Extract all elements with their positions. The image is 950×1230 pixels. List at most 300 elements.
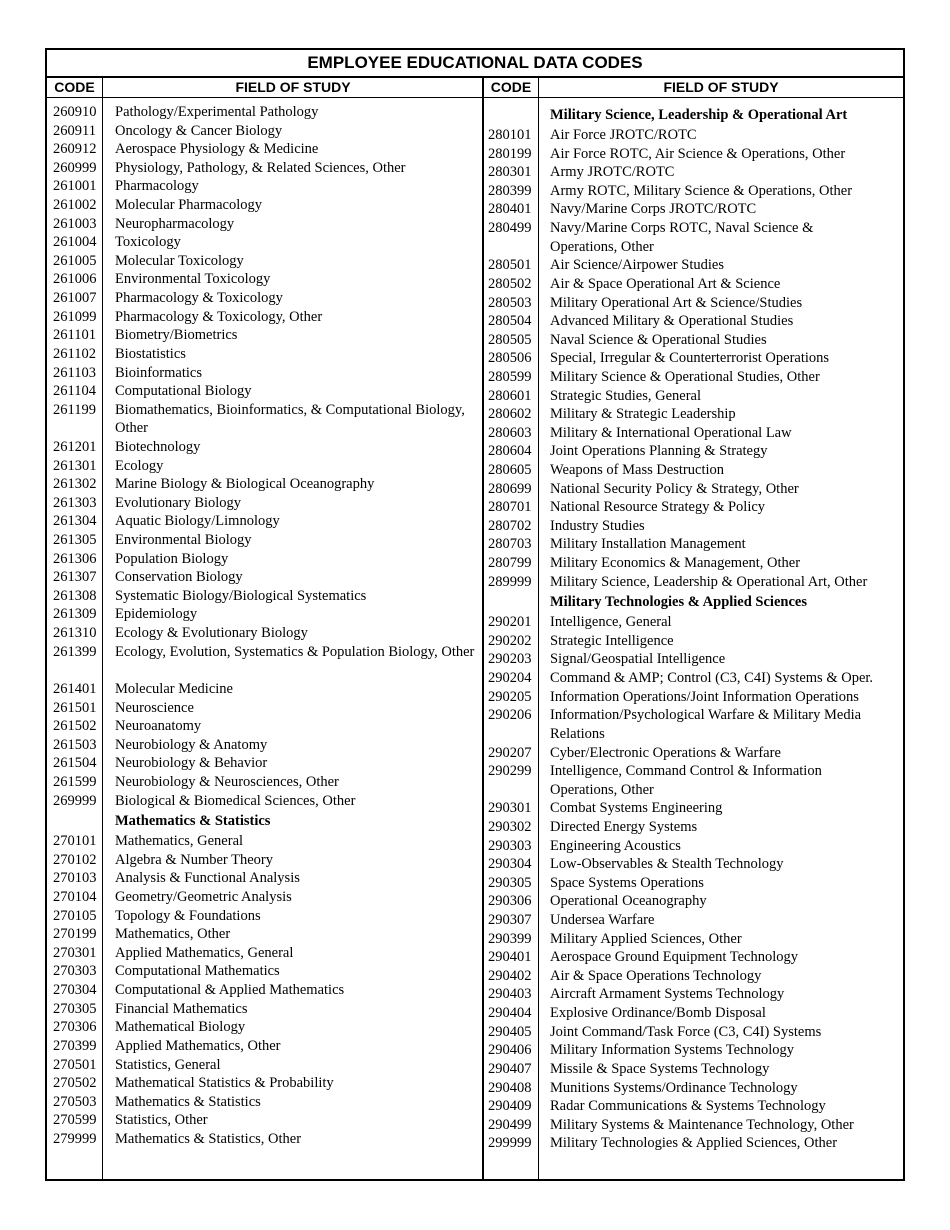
table-row [47,1018,482,1037]
field-cell: Military Systems & Maintenance Technology, Other [550,1116,854,1133]
code-cell: 290399 [488,930,532,947]
field-cell: Joint Operations Planning & Strategy [550,443,768,460]
code-cell: 280199 [488,145,532,162]
code-cell: 270103 [53,870,97,887]
table-row [484,1060,903,1079]
field-cell: Pathology/Experimental Pathology [115,104,319,120]
field-cell: Bioinformatics [115,364,202,381]
code-header-left: CODE [47,78,102,98]
field-cell: Conservation Biology [115,569,243,586]
table-row [484,1116,903,1135]
table-row [484,405,903,424]
table-row [484,799,903,818]
field-cell: Neurobiology & Behavior [115,755,268,772]
code-cell: 280604 [488,443,532,460]
field-cell: Air & Space Operational Art & Science [550,275,781,292]
code-cell: 290408 [488,1079,532,1096]
table-row [484,1134,903,1153]
table-row [484,387,903,406]
field-cell: Military Economics & Management, Other [550,555,801,572]
field-cell: Topology & Foundations [115,907,261,924]
field-cell: Mathematics & Statistics [115,1093,261,1110]
table-row [484,948,903,967]
field-cell: Oncology & Cancer Biology [115,122,283,139]
code-cell: 261003 [53,215,97,232]
table-row [47,981,482,1000]
code-cell: 290299 [488,763,532,780]
field-cell: Biostatistics [115,345,186,362]
code-cell: 261001 [53,178,97,195]
table-row [47,962,482,981]
field-cell: Statistics, General [115,1056,221,1073]
field-cell: Intelligence, Command Control & Information Operations, Other [550,763,822,798]
field-cell: Biometry/Biometrics [115,327,238,344]
table-row [47,196,482,215]
table-row [47,1056,482,1075]
code-cell: 270304 [53,982,97,999]
code-cell: 261302 [53,476,97,493]
field-cell: Population Biology [115,550,229,567]
table-row [47,944,482,963]
table-row [484,762,903,799]
table-row [484,669,903,688]
field-cell: Neurobiology & Anatomy [115,736,268,753]
section-heading [47,810,482,832]
code-cell: 290207 [488,744,532,761]
field-cell: Missile & Space Systems Technology [550,1060,770,1077]
educational-codes-table [45,48,905,1181]
code-cell: 290402 [488,967,532,984]
code-cell: 260911 [53,122,96,139]
table-row [484,200,903,219]
code-cell: 261305 [53,532,97,549]
table-row [47,643,482,680]
table-row [47,140,482,159]
code-cell: 280699 [488,480,532,497]
code-cell: 261599 [53,773,97,790]
code-cell: 290205 [488,688,532,705]
code-cell: 290304 [488,856,532,873]
table-row [484,498,903,517]
table-row [47,736,482,755]
table-row [484,256,903,275]
code-cell: 261309 [53,606,97,623]
code-cell: 280301 [488,164,532,181]
field-cell: Strategic Studies, General [550,387,701,404]
table-row [484,442,903,461]
code-cell: 289999 [488,573,532,590]
code-cell: 290201 [488,614,532,631]
field-cell: Neurobiology & Neurosciences, Other [115,773,339,790]
code-cell: 270199 [53,926,97,943]
code-cell: 260910 [53,104,97,120]
code-cell: 280599 [488,368,532,385]
code-cell: 279999 [53,1130,97,1147]
field-cell: Army ROTC, Military Science & Operations, Other [550,182,853,199]
table-row [484,461,903,480]
code-cell: 261501 [53,699,97,716]
field-cell: Cyber/Electronic Operations & Warfare [550,744,781,761]
code-cell: 261002 [53,197,97,214]
field-cell: Navy/Marine Corps JROTC/ROTC [550,201,757,218]
field-cell: Computational Mathematics [115,963,280,980]
code-cell: 261308 [53,587,97,604]
field-cell: Command & AMP; Control (C3, C4I) Systems & Oper. [550,670,874,687]
code-cell: 261104 [53,383,96,400]
table-row [47,494,482,513]
table-row [484,331,903,350]
code-cell: 270399 [53,1037,97,1054]
table-row [484,163,903,182]
right-column [484,104,903,1153]
field-cell: Physiology, Pathology, & Related Sciences, Other [115,159,406,176]
table-row [484,554,903,573]
field-cell: Mathematics, General [115,833,244,850]
table-row [484,632,903,651]
table-row [47,326,482,345]
table-title: EMPLOYEE EDUCATIONAL DATA CODES [47,50,903,78]
field-cell: Air Science/Airpower Studies [550,257,724,274]
table-row [484,874,903,893]
table-row [47,382,482,401]
code-cell: 261304 [53,513,97,530]
code-cell: 270101 [53,833,97,850]
table-row [47,159,482,178]
code-cell: 261401 [53,680,97,697]
field-header-left: FIELD OF STUDY [103,78,483,98]
field-cell: Algebra & Number Theory [115,851,273,868]
table-row [47,122,482,141]
table-row [484,126,903,145]
code-cell: 261101 [53,327,96,344]
table-row [484,312,903,331]
code-cell: 280401 [488,201,532,218]
table-row [47,773,482,792]
field-cell: Aircraft Armament Systems Technology [550,986,785,1003]
field-cell: Molecular Toxicology [115,252,244,269]
field-cell: Pharmacology [115,178,199,195]
code-cell: 280504 [488,313,532,330]
code-cell: 280701 [488,499,532,516]
field-cell: Financial Mathematics [115,1000,248,1017]
table-row [484,1023,903,1042]
field-cell: Mathematics, Other [115,926,231,943]
table-row [47,438,482,457]
table-row [484,650,903,669]
table-row [484,818,903,837]
field-cell: Biotechnology [115,438,201,455]
code-cell: 261307 [53,569,97,586]
code-cell: 261007 [53,290,97,307]
table-row [47,1111,482,1130]
table-row [484,145,903,164]
table-row [47,270,482,289]
table-row [47,717,482,736]
field-cell: Military Science, Leadership & Operational Art, Other [550,573,868,590]
field-cell: Neuroscience [115,699,194,716]
table-row [47,512,482,531]
table-row [484,892,903,911]
table-row [47,851,482,870]
table-row [484,744,903,763]
table-row [47,401,482,438]
table-row [47,364,482,383]
field-cell: Molecular Medicine [115,680,233,697]
table-row [47,215,482,234]
field-cell: Information/Psychological Warfare & Military Media Relations [550,707,862,742]
field-cell: Ecology [115,457,164,474]
code-cell: 280799 [488,555,532,572]
table-row [484,368,903,387]
field-cell: Low-Observables & Stealth Technology [550,856,784,873]
code-cell: 280503 [488,294,532,311]
code-cell: 290303 [488,837,532,854]
table-row [484,275,903,294]
field-cell: Space Systems Operations [550,874,704,891]
table-row [47,925,482,944]
field-cell: Military Installation Management [550,536,746,553]
field-cell: Air Force ROTC, Air Science & Operations, Other [550,145,846,162]
field-cell: Explosive Ordinance/Bomb Disposal [550,1005,766,1022]
code-cell: 280603 [488,424,532,441]
table-row [47,1000,482,1019]
field-cell: Military Technologies & Applied Sciences, Other [550,1135,838,1152]
table-row [47,680,482,699]
code-header-right: CODE [484,78,538,98]
table-row [47,792,482,811]
code-cell: 261503 [53,736,97,753]
field-cell: Aerospace Physiology & Medicine [115,141,319,158]
field-cell: Navy/Marine Corps ROTC, Naval Science & Operations, Other [550,220,814,255]
code-cell: 290306 [488,893,532,910]
table-row [47,550,482,569]
code-cell: 290407 [488,1060,532,1077]
field-cell: Neuroanatomy [115,718,202,735]
section-heading [484,104,903,126]
table-row [484,182,903,201]
table-row [47,308,482,327]
code-cell: 290499 [488,1116,532,1133]
field-cell: Computational & Applied Mathematics [115,982,345,999]
table-row [484,688,903,707]
field-cell: Radar Communications & Systems Technology [550,1098,826,1115]
code-cell: 270102 [53,851,97,868]
field-cell: Munitions Systems/Ordinance Technology [550,1079,798,1096]
field-cell: Ecology & Evolutionary Biology [115,625,308,642]
code-cell: 261103 [53,364,96,381]
field-cell: Strategic Intelligence [550,632,674,649]
field-cell: Pharmacology & Toxicology [115,290,283,307]
table-row [484,219,903,256]
field-cell: National Security Policy & Strategy, Other [550,480,799,497]
field-cell: Industry Studies [550,517,645,534]
table-row [484,480,903,499]
code-cell: 270303 [53,963,97,980]
section-heading [484,591,903,613]
code-cell: 280605 [488,461,532,478]
table-row [47,907,482,926]
field-cell: Analysis & Functional Analysis [115,870,300,887]
code-cell: 261310 [53,625,97,642]
section-title: Mathematics & Statistics [115,813,271,830]
code-cell: 261102 [53,345,96,362]
code-cell: 280505 [488,331,532,348]
code-cell: 290305 [488,874,532,891]
table-row [47,177,482,196]
field-cell: Information Operations/Joint Information Operations [550,688,859,705]
code-cell: 261201 [53,438,97,455]
field-cell: Computational Biology [115,383,252,400]
code-cell: 280601 [488,387,532,404]
field-cell: Environmental Biology [115,532,252,549]
code-cell: 290405 [488,1023,532,1040]
table-row [484,1041,903,1060]
table-row [47,233,482,252]
section-title: Military Technologies & Applied Sciences [550,594,807,611]
table-row [484,1097,903,1116]
table-row [47,568,482,587]
code-cell: 280506 [488,350,532,367]
field-cell: Marine Biology & Biological Oceanography [115,476,375,493]
code-cell: 290403 [488,986,532,1003]
code-cell: 270105 [53,907,97,924]
field-cell: Molecular Pharmacology [115,197,262,214]
field-cell: Weapons of Mass Destruction [550,461,725,478]
table-row [47,252,482,271]
code-cell: 261399 [53,643,97,660]
field-cell: Evolutionary Biology [115,494,242,511]
code-cell: 270301 [53,944,97,961]
code-cell: 270104 [53,889,97,906]
table-row [47,605,482,624]
code-cell: 261301 [53,457,97,474]
field-cell: Intelligence, General [550,614,672,631]
field-cell: Pharmacology & Toxicology, Other [115,308,323,325]
code-cell: 270599 [53,1112,97,1129]
code-cell: 280602 [488,406,532,423]
table-row [47,587,482,606]
field-header-right: FIELD OF STUDY [539,78,903,98]
table-row [47,624,482,643]
code-cell: 261199 [53,401,96,418]
table-row [47,289,482,308]
field-cell: Special, Irregular & Counterterrorist Operations [550,350,830,367]
code-cell: 290406 [488,1042,532,1059]
field-cell: Applied Mathematics, Other [115,1037,281,1054]
field-cell: Advanced Military & Operational Studies [550,313,794,330]
code-cell: 261504 [53,755,97,772]
code-cell: 270305 [53,1000,97,1017]
table-row [47,699,482,718]
code-cell: 260912 [53,141,97,158]
field-cell: Directed Energy Systems [550,818,698,835]
table-row [47,1093,482,1112]
table-row [484,349,903,368]
code-cell: 270502 [53,1075,97,1092]
table-row [47,103,482,122]
code-cell: 261502 [53,718,97,735]
code-cell: 299999 [488,1135,532,1152]
field-cell: Military Applied Sciences, Other [550,930,742,947]
field-cell: Aquatic Biology/Limnology [115,513,280,530]
code-cell: 280502 [488,275,532,292]
code-cell: 280101 [488,127,532,143]
field-cell: Epidemiology [115,606,198,623]
code-cell: 260999 [53,159,97,176]
code-cell: 261004 [53,234,97,251]
code-cell: 290204 [488,670,532,687]
field-cell: Environmental Toxicology [115,271,271,288]
table-row [484,911,903,930]
table-row [484,837,903,856]
field-cell: Army JROTC/ROTC [550,164,675,181]
code-cell: 280703 [488,536,532,553]
table-row [47,1037,482,1056]
code-cell: 290301 [488,800,532,817]
field-cell: Biological & Biomedical Sciences, Other [115,792,356,809]
field-cell: Mathematical Biology [115,1019,246,1036]
code-cell: 280399 [488,182,532,199]
code-cell: 290404 [488,1005,532,1022]
field-cell: Engineering Acoustics [550,837,681,854]
table-row [484,517,903,536]
field-cell: Ecology, Evolution, Systematics & Population Biology, Other [115,643,475,660]
table-row [47,888,482,907]
code-cell: 290307 [488,912,532,929]
table-row [484,855,903,874]
field-cell: Neuropharmacology [115,215,235,232]
code-cell: 290409 [488,1098,532,1115]
field-cell: Geometry/Geometric Analysis [115,889,292,906]
code-cell: 270306 [53,1019,97,1036]
field-cell: Biomathematics, Bioinformatics, & Computational Biology, Other [115,401,465,437]
table-row [484,985,903,1004]
table-row [484,613,903,632]
section-title: Military Science, Leadership & Operational Art [550,107,848,123]
field-cell: Military Information Systems Technology [550,1042,794,1059]
field-cell: Air Force JROTC/ROTC [550,127,697,143]
field-cell: Joint Command/Task Force (C3, C4I) Systems [550,1023,822,1040]
field-cell: Operational Oceanography [550,893,707,910]
table-row [484,535,903,554]
code-cell: 280501 [488,257,532,274]
field-cell: Toxicology [115,234,181,251]
field-cell: Aerospace Ground Equipment Technology [550,949,798,966]
table-row [47,475,482,494]
table-row [47,754,482,773]
left-column [47,103,482,1149]
field-cell: Undersea Warfare [550,912,655,929]
table-row [484,1004,903,1023]
code-cell: 290203 [488,651,532,668]
field-cell: Signal/Geospatial Intelligence [550,651,726,668]
table-row [47,869,482,888]
code-cell: 270501 [53,1056,97,1073]
table-row [484,424,903,443]
table-row [47,345,482,364]
field-cell: Mathematics & Statistics, Other [115,1130,302,1147]
code-cell: 290401 [488,949,532,966]
field-cell: Military Operational Art & Science/Studies [550,294,803,311]
code-cell: 270503 [53,1093,97,1110]
code-cell: 290302 [488,818,532,835]
code-cell: 261099 [53,308,97,325]
code-cell: 261005 [53,252,97,269]
field-cell: Air & Space Operations Technology [550,967,762,984]
field-cell: Combat Systems Engineering [550,800,723,817]
field-cell: Military & Strategic Leadership [550,406,736,423]
table-row [484,930,903,949]
